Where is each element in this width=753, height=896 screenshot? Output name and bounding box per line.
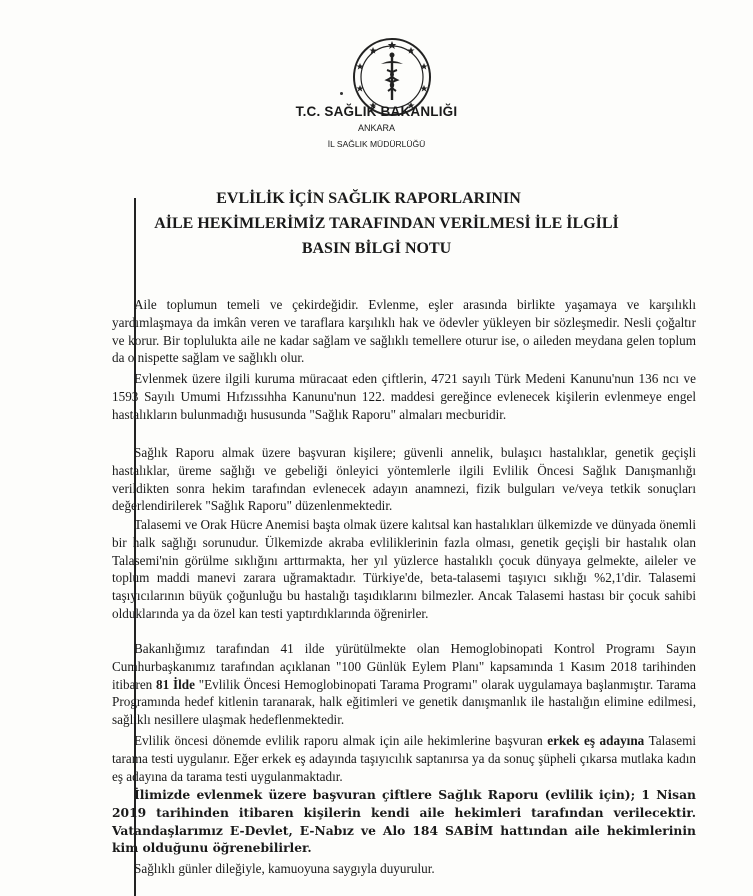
paragraph-4 <box>112 516 696 623</box>
paragraph-text: Aile toplumun temeli ve çekirdeğidir. Evlenme, eşler arasında birlikte yaşamaya ve karşılıklı yardımlaşmaya da imkân veren ve taraflara karşılıklı hak ve ödevler yükleyen bir sözleşmedir. Nesli çoğaltır ve korur. Bir toplulukta aile ne kadar sağlam ve sağlıklı temellere oturur ise, o aileden meydana gelen toplum da o nispette sağlam ve sağlıklı olur. <box>112 297 696 366</box>
paragraph-text: Evlenmek üzere ilgili kuruma müracaat eden çiftlerin, 4721 sayılı Türk Medeni Kanunu'nun 136 ncı ve 1593 Sayılı Umumi Hıfzıssıhha Kanunu'nun 122. maddesi gereğince evlenecek kişilerin evlenmeye engel hastalıkların bulunmadığı hususunda "Sağlık Raporu" almaları mecburidir. <box>112 371 696 422</box>
ministry-name: T.C. SAĞLIK BAKANLIĞI <box>295 104 458 119</box>
paragraph-7-bold <box>112 786 696 857</box>
city-name: ANKARA <box>357 123 395 133</box>
directorate-name: İL SAĞLIK MÜDÜRLÜĞÜ <box>327 139 426 149</box>
paragraph-text: Talasemi ve Orak Hücre Anemisi başta olmak üzere kalıtsal kan hastalıkları ülkemizde ve dünyada önemli bir halk sağlığı sorunudur. Ülkemizde akraba evliliklerinin fazla olması, genetik geçişli bir hastalık olan Talasemi'nin görülme sıklığını arttırmakta, her yıl yüzlerce hastalıklı çocuk dünyaya gelmekte, aileler ve toplum maddi manevi zarara uğramaktadır. Türkiye'de, beta-talasemi taşıyıcı sıklığı %2,1'dir. Talasemi taşıyıcılarının büyük çoğunluğu bu hastalığı taşıdıklarını bilmezler. Ancak Talasemi hastası bir çocuk sahibi olduklarında ya da özel kan testi yaptırdıklarında öğrenirler. <box>112 517 696 621</box>
paragraph-5-text-b: "Evlilik Öncesi Hemoglobinopati Tarama Programı" olarak uygulamaya başlanmıştır. Tarama Programında hedef kitlenin taranarak, halk eğitimleri ve genetik danışmanlık ile hastalığın elimine edilmesi, sağlıklı nesillere ulaşmak hedeflenmektedir. <box>112 676 696 728</box>
paragraph-5-text-a: Bakanlığımız tarafından 41 ilde yürütülmekte olan Hemoglobinopati Kontrol Programı Sayın Cumhurbaşkanımız tarafından açıklanan "100 Günlük Eylem Planı" kapsamında 1 Kasım 2018 tarihinden itibaren <box>112 641 696 692</box>
document-title-line-1: EVLİLİK İÇİN SAĞLIK RAPORLARININ <box>216 190 521 207</box>
paragraph-3 <box>112 444 696 515</box>
paragraph-5-bold-81-il: 81 İlde <box>156 676 195 692</box>
paragraph-text <box>112 640 696 729</box>
document-title-line-2: AİLE HEKİMLERİMİZ TARAFINDAN VERİLMESİ İLE İLGİLİ <box>154 215 619 232</box>
paragraph-1 <box>112 296 696 367</box>
paragraph-6-bold-erkek-es: erkek eş adayına <box>547 733 645 748</box>
paragraph-text: İlimizde evlenmek üzere başvuran çiftlere Sağlık Raporu (evlilik için); 1 Nisan 2019 tarihinden itibaren kişilerin kendi aile hekimleri tarafından verilecektir. Vatandaşlarımız E-Devlet, E-Nabız ve Alo 184 SABİM hattından aile hekimlerinin kim olduğunu öğrenebilirler. <box>112 787 696 856</box>
paragraph-text: Sağlık Raporu almak üzere başvuran kişilere; güvenli annelik, bulaşıcı hastalıklar, genetik geçişli hastalıklar, üreme sağlığı ve gebeliği önleyici yöntemlerle ilgili Evlilik Öncesi Sağlık Danışmanlığı verildikten sonra hekim tarafından evlenecek adayın anamnezi, fizik bulguları ve/veya tetkik sonuçları değerlendirilerek "Sağlık Raporu" düzenlenmektedir. <box>112 445 696 514</box>
paragraph-text: Sağlıklı günler dileğiyle, kamuoyuna saygıyla duyurulur. <box>134 861 435 876</box>
paragraph-5 <box>112 640 696 729</box>
paragraph-text <box>112 732 696 785</box>
document-title-line-3: BASIN BİLGİ NOTU <box>301 240 452 257</box>
paragraph-2 <box>112 370 696 423</box>
paragraph-6-text-b: Talasemi tarama testi uygulanır. Eğer erkek eş adayında taşıyıcılık saptanırsa ya da sonuç şüpheli çıkarsa mutlaka kadın eş adayına da tarama testi uygulanmaktadır. <box>112 733 696 784</box>
scan-speck <box>340 92 343 95</box>
paragraph-6-text-a: Evlilik öncesi dönemde evlilik raporu almak için aile hekimlerine başvuran <box>134 733 548 748</box>
paragraph-6 <box>112 732 696 785</box>
closing-line <box>112 860 696 878</box>
